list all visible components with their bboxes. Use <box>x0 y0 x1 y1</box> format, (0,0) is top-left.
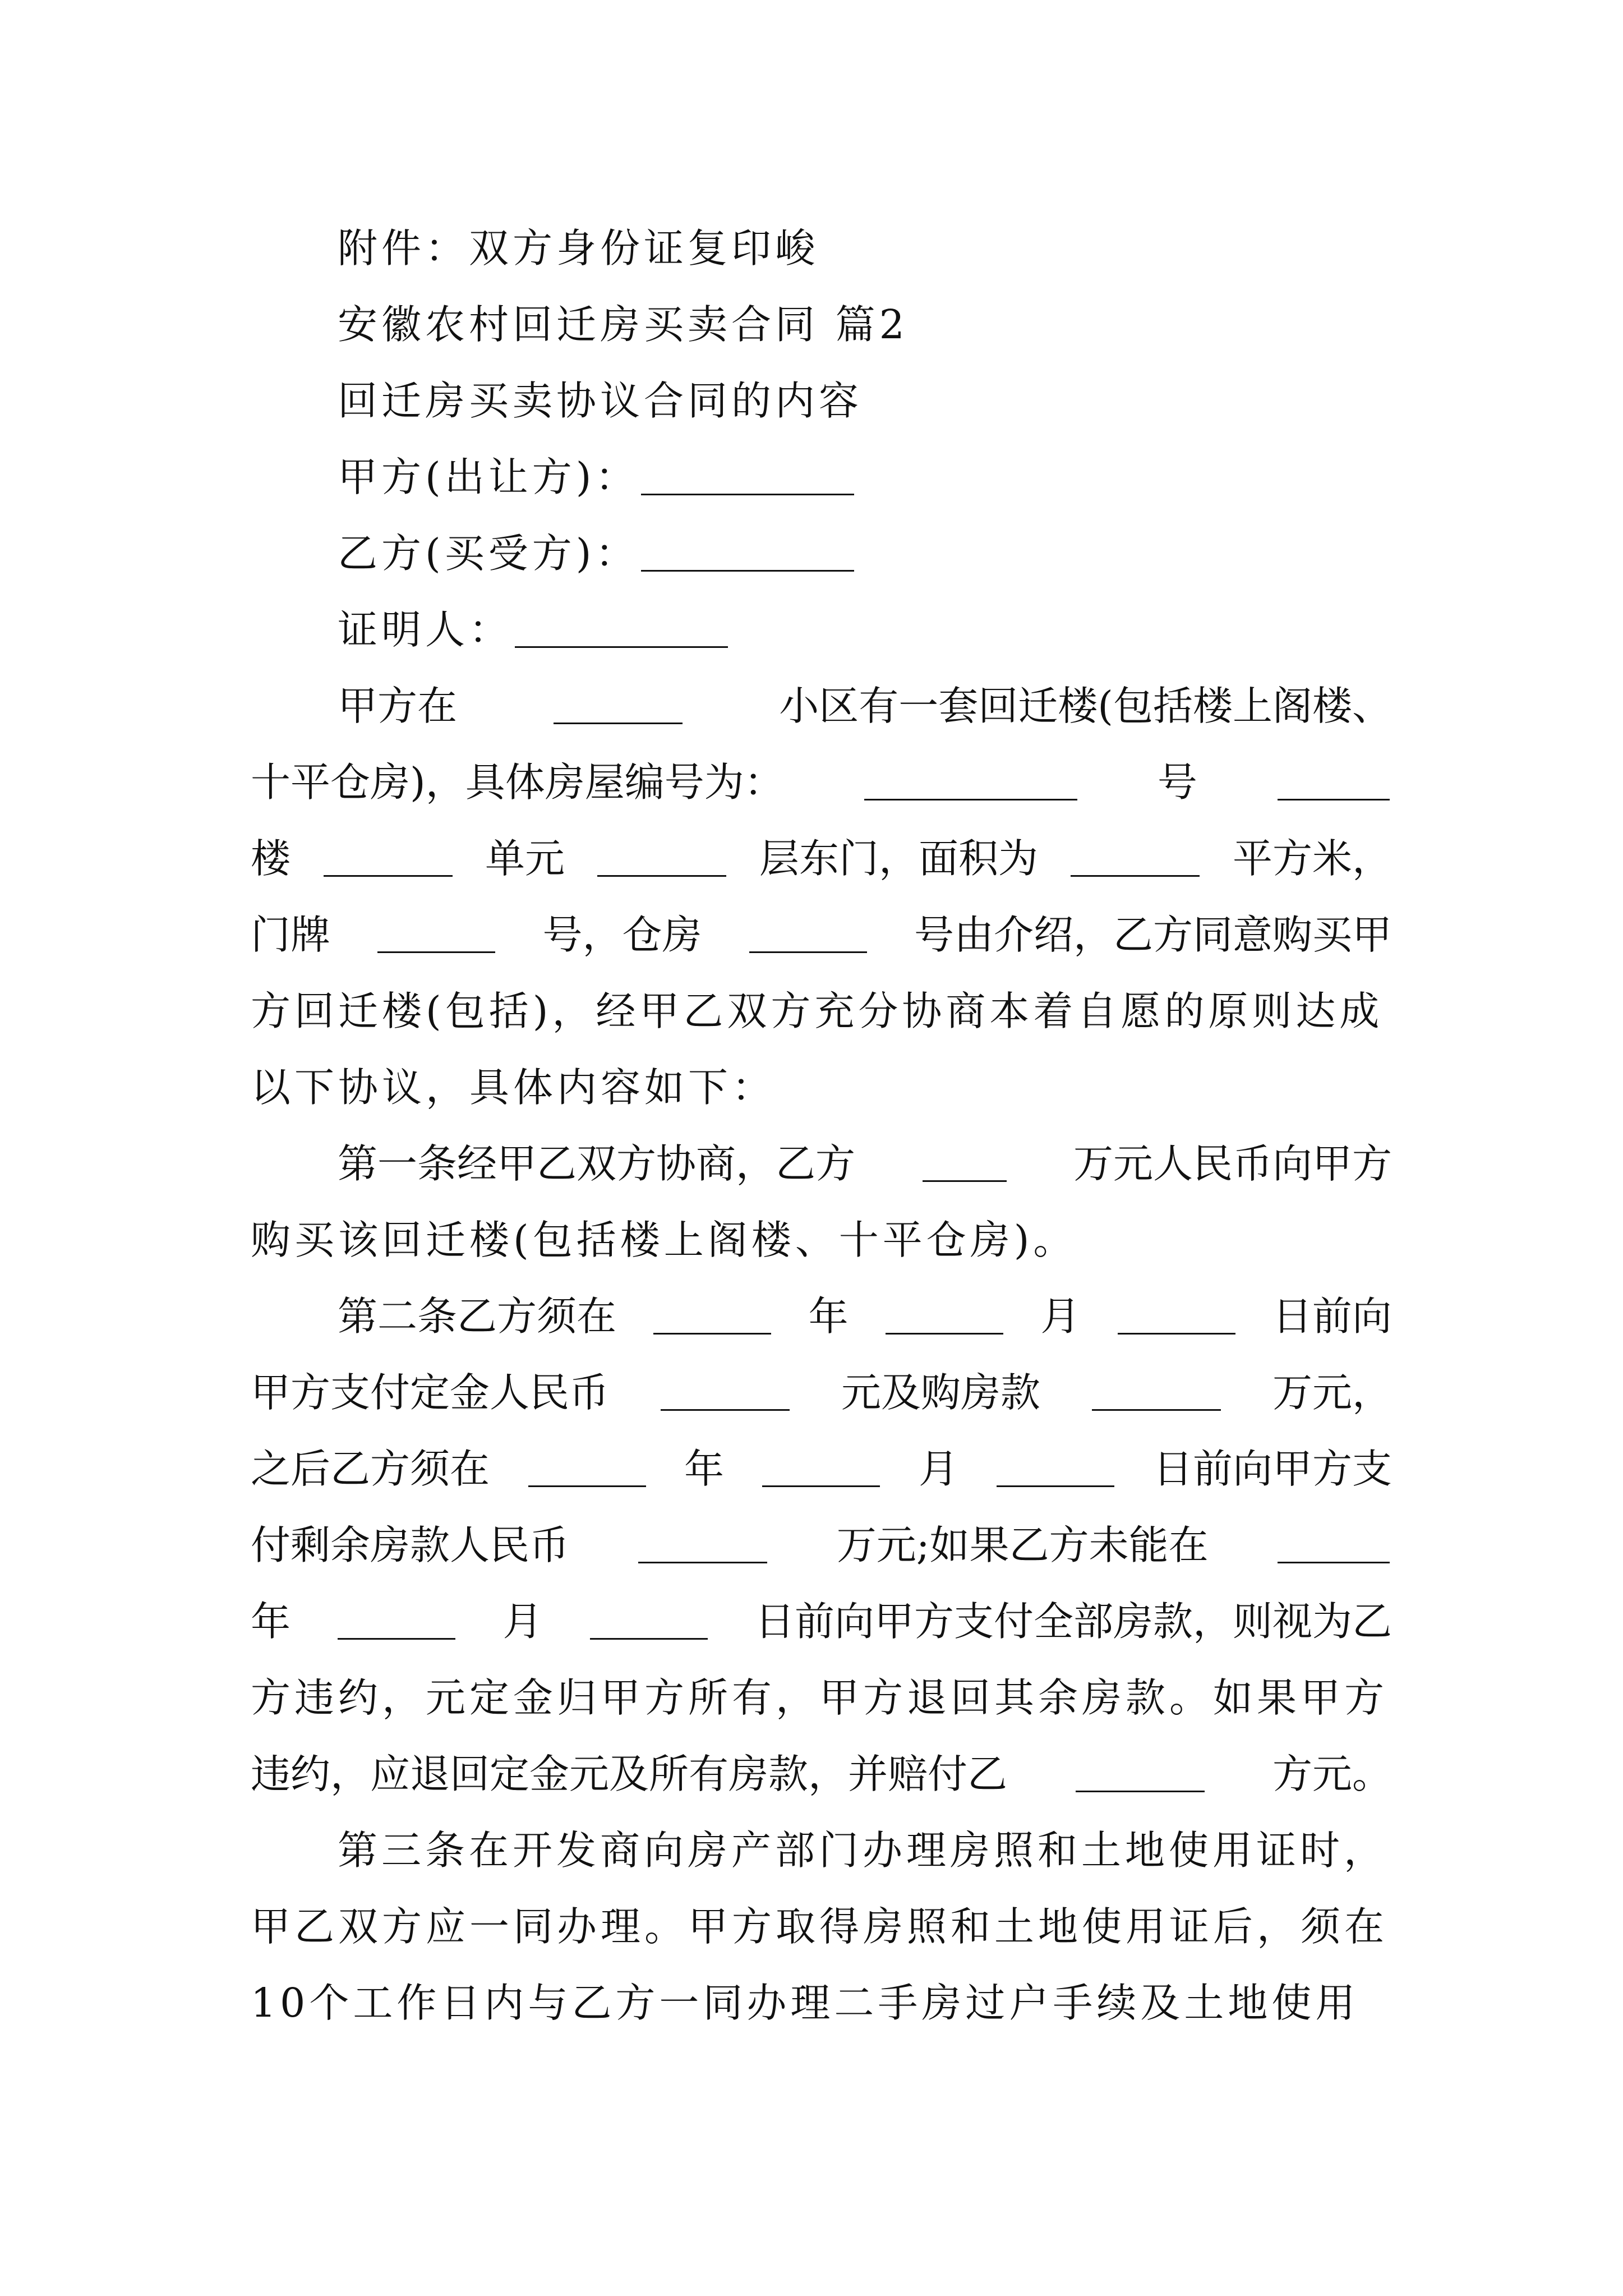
article-text: 之后乙方须在 <box>251 1446 490 1492</box>
article-text: 月 <box>1040 1293 1081 1340</box>
year-blank <box>528 1485 646 1487</box>
price-blank <box>923 1180 1007 1182</box>
document-subheading <box>251 363 1392 439</box>
intro-text: 号，仓房 <box>542 912 702 958</box>
document-heading <box>251 287 1392 363</box>
area-blank <box>1071 875 1200 877</box>
article-1-line-2 <box>251 1202 1392 1278</box>
party-a-blank <box>641 494 854 495</box>
community-blank <box>554 723 683 724</box>
compensation-blank <box>1076 1791 1205 1792</box>
witness-label: 证明人： <box>338 606 513 653</box>
document-body <box>251 210 1392 2041</box>
intro-text: 十平仓房)，具体房屋编号为： <box>251 759 784 806</box>
article-text: 甲方支付定金人民币 <box>251 1369 610 1416</box>
article-text: 甲乙双方应一同办理。甲方取得房照和土地使用证后，须在 <box>251 1903 1389 1950</box>
attachment-text: 附件：双方身份证复印峻 <box>338 225 819 272</box>
intro-text: 以下协议，具体内容如下： <box>251 1064 776 1111</box>
article-2-line-7 <box>251 1736 1392 1812</box>
article-text: 日前向甲方支付全部房款，则视为乙 <box>754 1598 1392 1645</box>
intro-text: 楼 <box>251 835 291 882</box>
article-text: 年 <box>684 1446 724 1492</box>
day-blank <box>590 1638 708 1640</box>
article-text: 万元;如果乙方未能在 <box>836 1522 1209 1568</box>
article-text: 年 <box>251 1598 291 1645</box>
month-blank <box>338 1638 455 1640</box>
article-1-line-1 <box>251 1126 1392 1202</box>
article-text: 日前向甲方支 <box>1152 1446 1392 1492</box>
article-text: 方违约，元定金归甲方所有，甲方退回其余房款。如果甲方 <box>251 1674 1389 1721</box>
intro-text: 平方米， <box>1232 835 1392 882</box>
intro-text: 层东门，面积为 <box>759 835 1038 882</box>
article-text: 10个工作日内与乙方一同办理二手房过户手续及土地使用 <box>251 1980 1359 2026</box>
intro-line-5 <box>251 973 1392 1050</box>
floor-blank <box>597 875 726 877</box>
month-blank <box>762 1485 880 1487</box>
storage-number-blank <box>749 951 867 953</box>
unit-blank <box>324 875 453 877</box>
article-2-line-2 <box>251 1355 1392 1431</box>
intro-line-2 <box>251 744 1392 821</box>
party-a-label: 甲方(出让方)： <box>338 454 639 500</box>
article-3-line-1 <box>251 1812 1392 1889</box>
subheading-text: 回迁房买卖协议合同的内容 <box>338 378 863 424</box>
party-b-label: 乙方(买受方)： <box>338 530 639 577</box>
witness-blank <box>515 646 728 648</box>
intro-text: 小区有一套回迁楼(包括楼上阁楼、 <box>779 683 1392 729</box>
article-2-line-4 <box>251 1507 1392 1584</box>
attachment-line <box>251 210 1392 287</box>
intro-line-6 <box>251 1050 1392 1126</box>
article-text: 购买该回迁楼(包括楼上阁楼、十平仓房)。 <box>251 1217 1077 1263</box>
party-a-line <box>251 439 1392 516</box>
article-3-line-2 <box>251 1889 1392 1965</box>
article-text: 年 <box>808 1293 849 1340</box>
article-2-line-5 <box>251 1584 1392 1660</box>
intro-text: 号由介绍，乙方同意购买甲 <box>914 912 1392 958</box>
article-text: 元及购房款 <box>841 1369 1040 1416</box>
year-blank <box>653 1333 771 1335</box>
article-text: 方元。 <box>1272 1751 1392 1797</box>
article-text: 违约，应退回定金元及所有房款，并赔付乙 <box>251 1751 1008 1797</box>
article-text: 付剩余房款人民币 <box>251 1522 570 1568</box>
intro-text: 门牌 <box>251 912 331 958</box>
article-text: 第二条乙方须在 <box>338 1293 617 1340</box>
article-text: 月 <box>918 1446 958 1492</box>
intro-line-3 <box>251 821 1392 897</box>
intro-text: 方回迁楼(包括)，经甲乙双方充分协商本着自愿的原则达成 <box>251 988 1384 1034</box>
article-text: 万元人民币向甲方 <box>1073 1140 1392 1187</box>
intro-text: 甲方在 <box>338 683 458 729</box>
article-text: 第三条在开发商向房产部门办理房照和土地使用证时， <box>338 1827 1388 1874</box>
article-2-line-1 <box>251 1278 1392 1355</box>
payment-blank <box>1092 1409 1221 1411</box>
article-text: 日前向 <box>1272 1293 1392 1340</box>
day-blank <box>1118 1333 1235 1335</box>
intro-line-4 <box>251 897 1392 973</box>
article-text: 第一条经甲乙双方协商，乙方 <box>338 1140 856 1187</box>
intro-text: 号 <box>1157 759 1197 806</box>
article-2-line-3 <box>251 1431 1392 1507</box>
intro-line-1 <box>251 668 1392 744</box>
house-number-blank <box>864 799 1077 800</box>
witness-line <box>251 592 1392 668</box>
remaining-payment-blank <box>638 1562 767 1563</box>
deposit-blank <box>661 1409 790 1411</box>
article-text: 月 <box>502 1598 543 1645</box>
article-3-line-3 <box>251 1965 1392 2041</box>
building-number-blank <box>1278 799 1390 800</box>
heading-text: 安徽农村回迁房买卖合同 篇2 <box>338 301 909 348</box>
day-blank <box>997 1485 1114 1487</box>
door-number-blank <box>377 951 495 953</box>
party-b-line <box>251 516 1392 592</box>
month-blank <box>886 1333 1003 1335</box>
article-2-line-6 <box>251 1660 1392 1736</box>
intro-text: 单元 <box>485 835 565 882</box>
party-b-blank <box>641 570 854 572</box>
article-text: 万元， <box>1272 1369 1392 1416</box>
year-blank <box>1278 1562 1390 1563</box>
